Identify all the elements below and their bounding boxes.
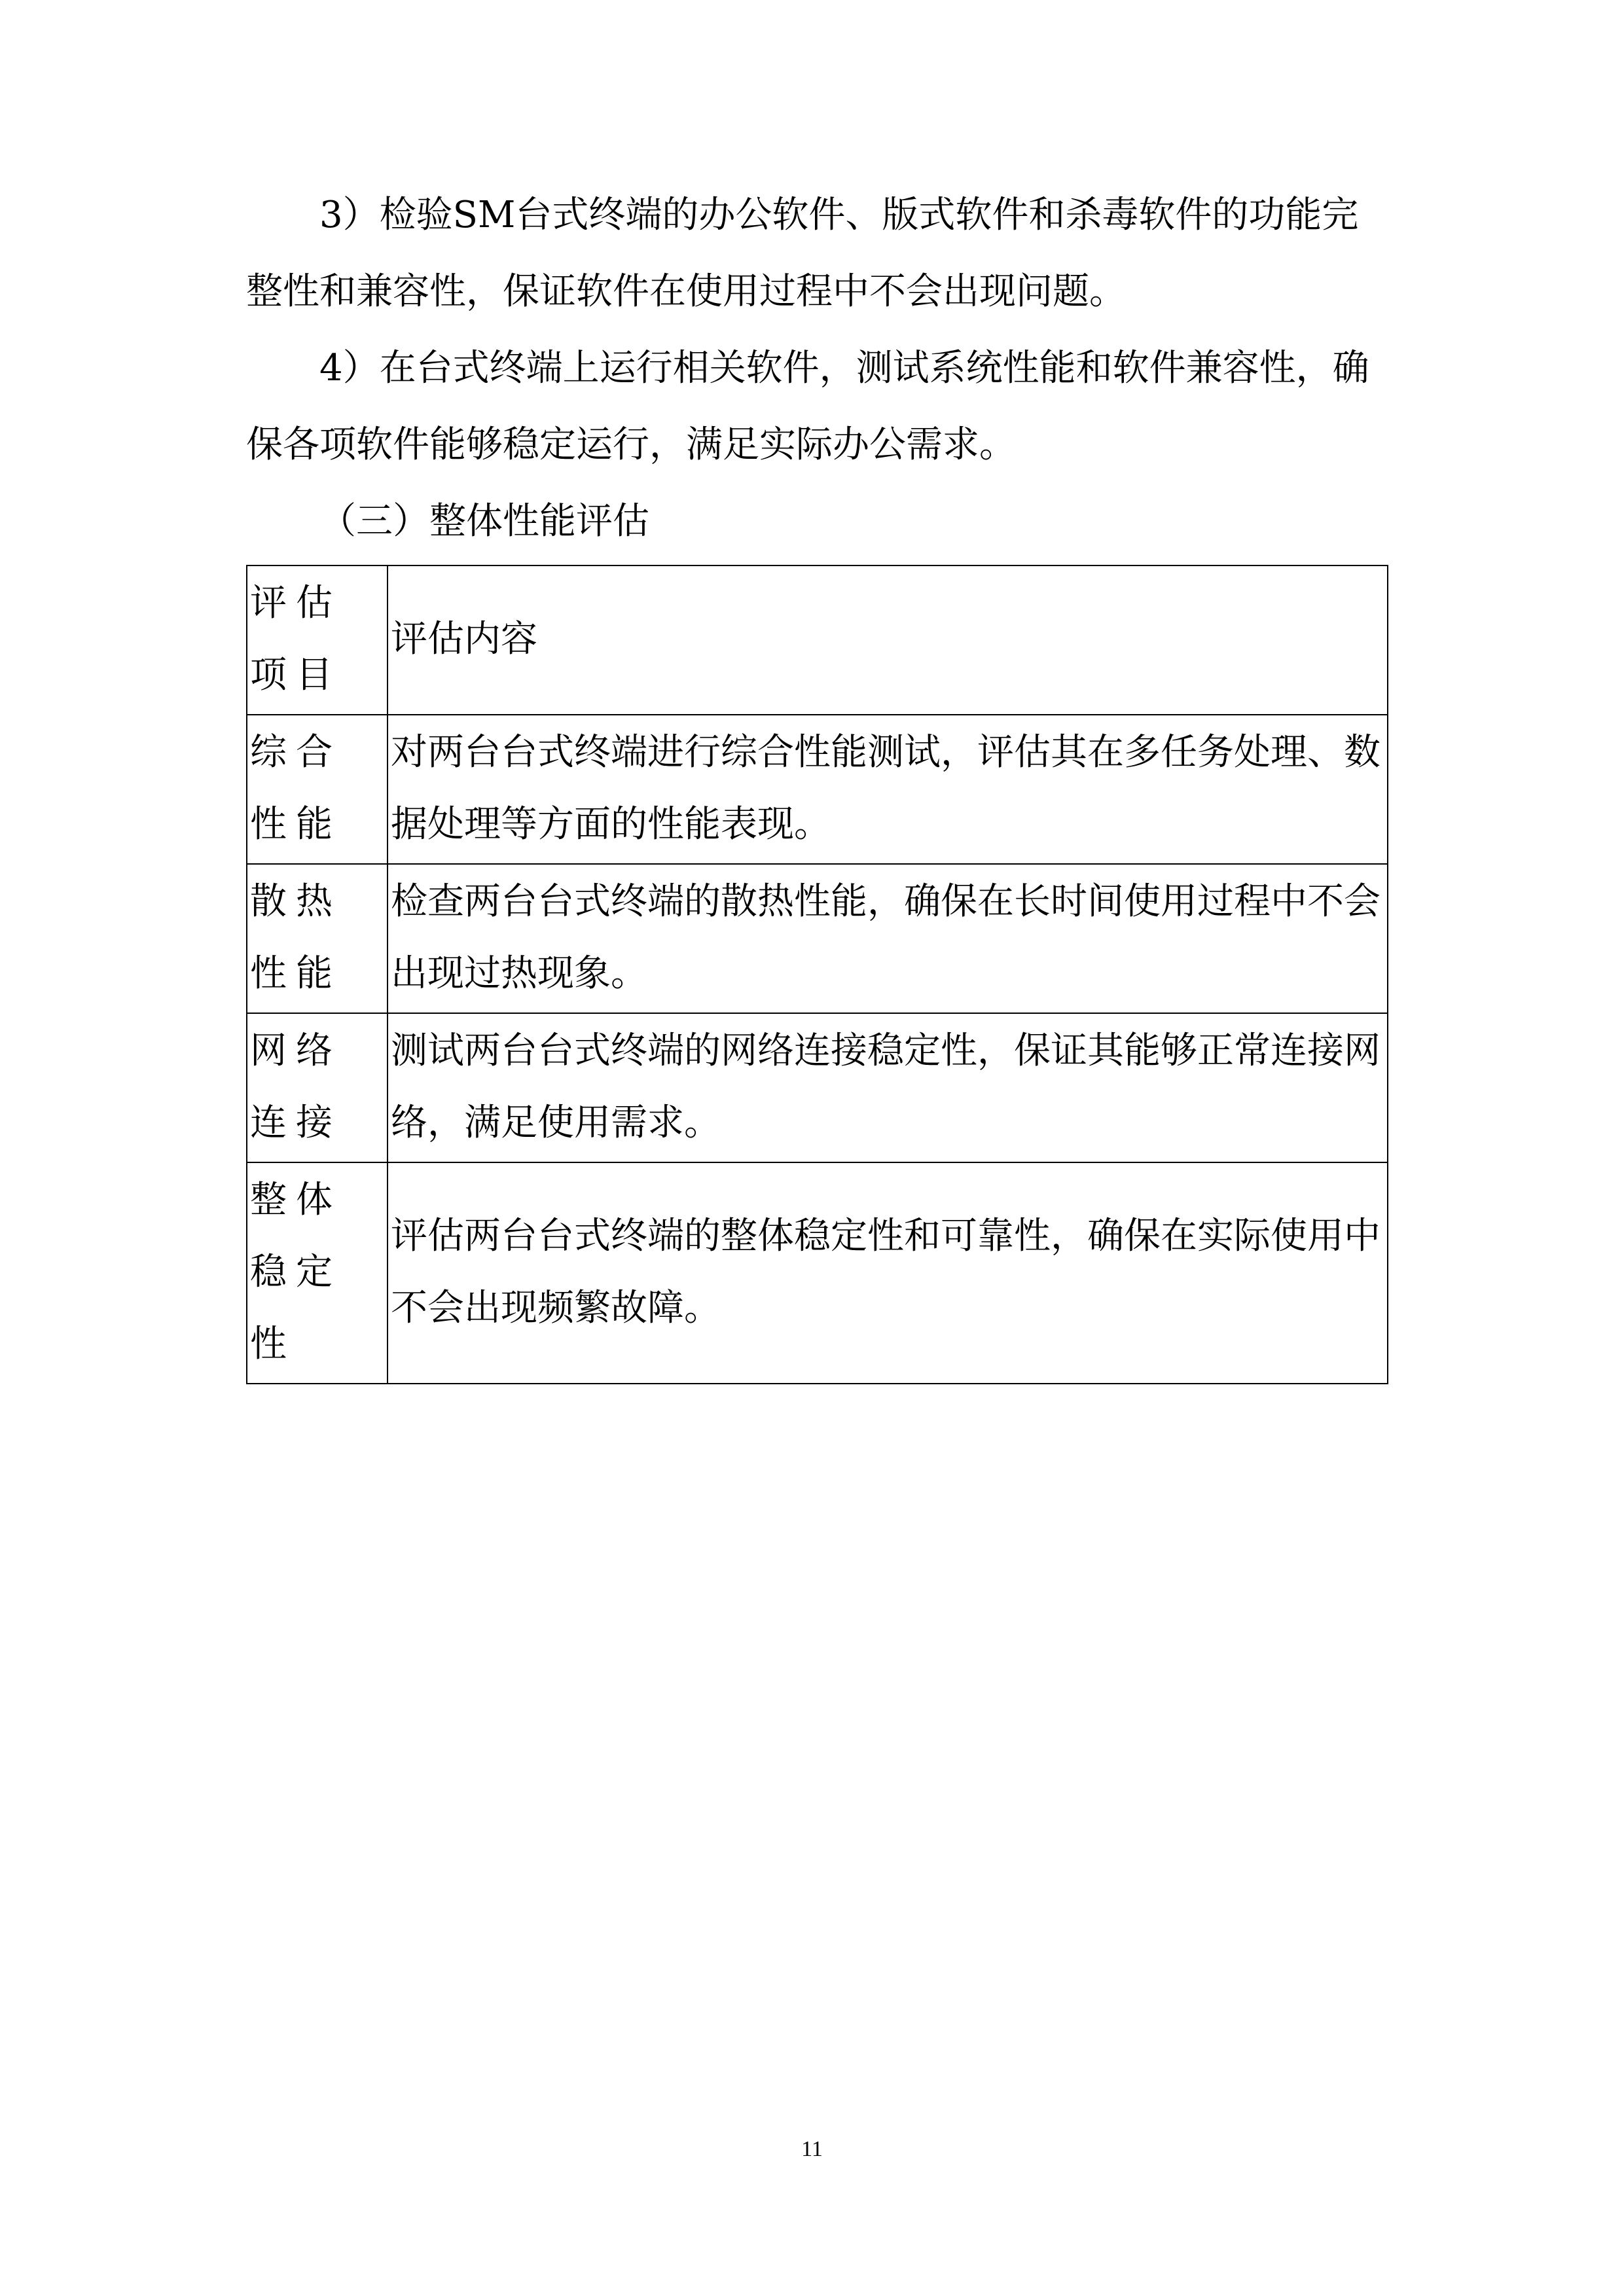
table-cell-content: 评估两台台式终端的整体稳定性和可靠性，确保在实际使用中不会出现频繁故障。 bbox=[388, 1162, 1388, 1384]
table-cell-item: 散热性能 bbox=[247, 864, 388, 1013]
table-cell-item: 网络连接 bbox=[247, 1013, 388, 1162]
table-row bbox=[247, 1013, 1388, 1162]
table-row bbox=[247, 715, 1388, 864]
table-header-row bbox=[247, 565, 1388, 715]
paragraph-item-4: 4）在台式终端上运行相关软件，测试系统性能和软件兼容性，确保各项软件能够稳定运行，满足实际办公需求。 bbox=[246, 347, 1369, 466]
table-cell-item: 整体稳定性 bbox=[247, 1162, 388, 1384]
section-heading: （三）整体性能评估 bbox=[319, 500, 649, 543]
table-cell-content: 对两台台式终端进行综合性能测试，评估其在多任务处理、数据处理等方面的性能表现。 bbox=[388, 715, 1388, 864]
table-row bbox=[247, 864, 1388, 1013]
table-cell-content: 检查两台台式终端的散热性能，确保在长时间使用过程中不会出现过热现象。 bbox=[388, 864, 1388, 1013]
document-body bbox=[246, 177, 1388, 1384]
paragraph-item-3: 3）检验SM台式终端的办公软件、版式软件和杀毒软件的功能完整性和兼容性，保证软件在使用过程中不会出现问题。 bbox=[246, 194, 1359, 313]
page-number: 11 bbox=[801, 2137, 823, 2161]
table-cell-item: 综合性能 bbox=[247, 715, 388, 864]
table-header-item: 评估项目 bbox=[247, 565, 388, 715]
table-cell-content: 测试两台台式终端的网络连接稳定性，保证其能够正常连接网络，满足使用需求。 bbox=[388, 1013, 1388, 1162]
table-header-content: 评估内容 bbox=[388, 565, 1388, 715]
table-row bbox=[247, 1162, 1388, 1384]
evaluation-table bbox=[246, 565, 1388, 1384]
